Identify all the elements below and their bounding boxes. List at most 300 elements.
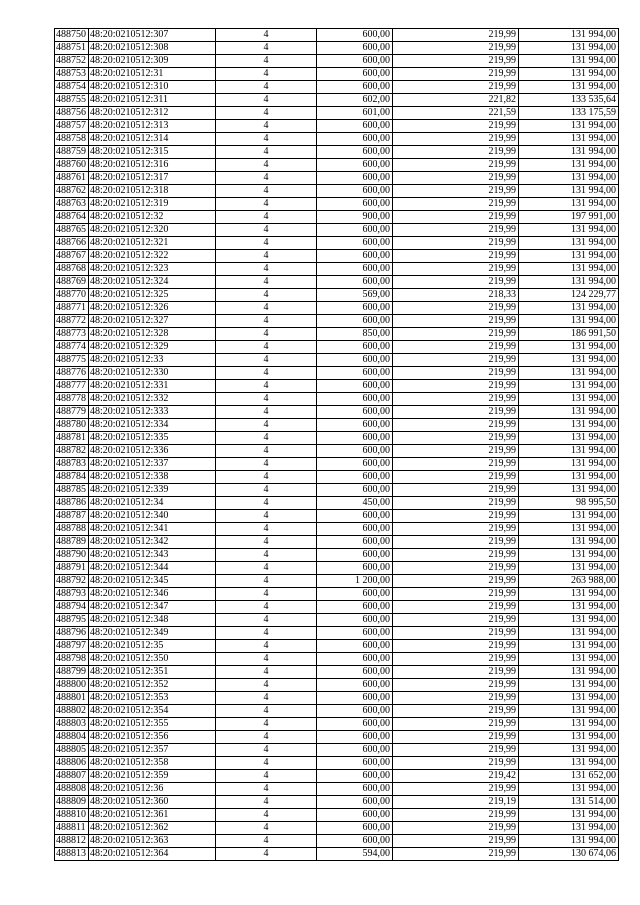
cadastral-value: 130 674,06 — [519, 848, 619, 861]
rate-value: 219,99 — [393, 250, 519, 263]
cadastral-value: 131 994,00 — [519, 562, 619, 575]
row-number: 488794 — [55, 601, 89, 614]
cadastral-number: 48:20:0210512:333 — [89, 406, 216, 419]
cadastral-number: 48:20:0210512:321 — [89, 237, 216, 250]
area-value: 850,00 — [317, 328, 393, 341]
rate-value: 219,99 — [393, 458, 519, 471]
area-value: 600,00 — [317, 42, 393, 55]
row-number: 488762 — [55, 185, 89, 198]
rate-value: 219,99 — [393, 640, 519, 653]
cadastral-number: 48:20:0210512:331 — [89, 380, 216, 393]
table-row — [55, 471, 619, 484]
row-number: 488787 — [55, 510, 89, 523]
table-row — [55, 796, 619, 809]
rate-value: 219,99 — [393, 367, 519, 380]
group-code: 4 — [216, 653, 317, 666]
group-code: 4 — [216, 692, 317, 705]
rate-value: 219,99 — [393, 237, 519, 250]
area-value: 600,00 — [317, 510, 393, 523]
table-row — [55, 835, 619, 848]
cadastral-number: 48:20:0210512:318 — [89, 185, 216, 198]
rate-value: 219,99 — [393, 120, 519, 133]
area-value: 600,00 — [317, 276, 393, 289]
area-value: 600,00 — [317, 718, 393, 731]
group-code: 4 — [216, 796, 317, 809]
group-code: 4 — [216, 718, 317, 731]
group-code: 4 — [216, 68, 317, 81]
cadastral-number: 48:20:0210512:325 — [89, 289, 216, 302]
cadastral-value: 131 994,00 — [519, 159, 619, 172]
cadastral-number: 48:20:0210512:319 — [89, 198, 216, 211]
cadastral-value: 131 994,00 — [519, 406, 619, 419]
rate-value: 219,99 — [393, 276, 519, 289]
area-value: 600,00 — [317, 536, 393, 549]
rate-value: 219,99 — [393, 419, 519, 432]
cadastral-number: 48:20:0210512:344 — [89, 562, 216, 575]
row-number: 488782 — [55, 445, 89, 458]
area-value: 600,00 — [317, 367, 393, 380]
rate-value: 219,99 — [393, 354, 519, 367]
cadastral-value: 131 994,00 — [519, 536, 619, 549]
cadastral-number: 48:20:0210512:354 — [89, 705, 216, 718]
cadastral-value: 133 175,59 — [519, 107, 619, 120]
row-number: 488803 — [55, 718, 89, 731]
cadastral-number: 48:20:0210512:359 — [89, 770, 216, 783]
row-number: 488785 — [55, 484, 89, 497]
cadastral-value: 131 994,00 — [519, 419, 619, 432]
rate-value: 219,99 — [393, 614, 519, 627]
table-row — [55, 640, 619, 653]
row-number: 488807 — [55, 770, 89, 783]
row-number: 488768 — [55, 263, 89, 276]
cadastral-value: 131 994,00 — [519, 744, 619, 757]
cadastral-number: 48:20:0210512:364 — [89, 848, 216, 861]
row-number: 488811 — [55, 822, 89, 835]
row-number: 488810 — [55, 809, 89, 822]
cadastral-number: 48:20:0210512:335 — [89, 432, 216, 445]
area-value: 600,00 — [317, 68, 393, 81]
table-row — [55, 692, 619, 705]
area-value: 600,00 — [317, 432, 393, 445]
table-row — [55, 159, 619, 172]
table-row — [55, 107, 619, 120]
cadastral-value: 131 994,00 — [519, 380, 619, 393]
rate-value: 219,99 — [393, 666, 519, 679]
group-code: 4 — [216, 107, 317, 120]
cadastral-value: 131 994,00 — [519, 679, 619, 692]
row-number: 488786 — [55, 497, 89, 510]
cadastral-number: 48:20:0210512:329 — [89, 341, 216, 354]
cadastral-number: 48:20:0210512:316 — [89, 159, 216, 172]
area-value: 1 200,00 — [317, 575, 393, 588]
table-row — [55, 497, 619, 510]
table-row — [55, 562, 619, 575]
area-value: 600,00 — [317, 302, 393, 315]
cadastral-number: 48:20:0210512:308 — [89, 42, 216, 55]
cadastral-value: 131 994,00 — [519, 198, 619, 211]
cadastral-value: 131 652,00 — [519, 770, 619, 783]
cadastral-value: 131 994,00 — [519, 133, 619, 146]
row-number: 488763 — [55, 198, 89, 211]
area-value: 594,00 — [317, 848, 393, 861]
rate-value: 219,99 — [393, 471, 519, 484]
area-value: 600,00 — [317, 185, 393, 198]
rate-value: 219,99 — [393, 445, 519, 458]
area-value: 600,00 — [317, 770, 393, 783]
table-row — [55, 445, 619, 458]
area-value: 600,00 — [317, 523, 393, 536]
table-row — [55, 367, 619, 380]
row-number: 488752 — [55, 55, 89, 68]
group-code: 4 — [216, 510, 317, 523]
group-code: 4 — [216, 757, 317, 770]
cadastral-number: 48:20:0210512:323 — [89, 263, 216, 276]
cadastral-value: 131 994,00 — [519, 484, 619, 497]
group-code: 4 — [216, 822, 317, 835]
group-code: 4 — [216, 679, 317, 692]
table-row — [55, 302, 619, 315]
row-number: 488754 — [55, 81, 89, 94]
table-row — [55, 549, 619, 562]
area-value: 600,00 — [317, 484, 393, 497]
cadastral-value: 131 994,00 — [519, 510, 619, 523]
rate-value: 219,99 — [393, 549, 519, 562]
cadastral-value: 131 994,00 — [519, 146, 619, 159]
row-number: 488796 — [55, 627, 89, 640]
group-code: 4 — [216, 614, 317, 627]
area-value: 600,00 — [317, 159, 393, 172]
cadastral-number: 48:20:0210512:362 — [89, 822, 216, 835]
area-value: 600,00 — [317, 783, 393, 796]
row-number: 488805 — [55, 744, 89, 757]
group-code: 4 — [216, 640, 317, 653]
area-value: 569,00 — [317, 289, 393, 302]
row-number: 488799 — [55, 666, 89, 679]
rate-value: 219,99 — [393, 744, 519, 757]
cadastral-number: 48:20:0210512:315 — [89, 146, 216, 159]
group-code: 4 — [216, 627, 317, 640]
table-row — [55, 653, 619, 666]
cadastral-number: 48:20:0210512:363 — [89, 835, 216, 848]
group-code: 4 — [216, 42, 317, 55]
row-number: 488757 — [55, 120, 89, 133]
rate-value: 219,99 — [393, 380, 519, 393]
table-row — [55, 211, 619, 224]
table-row — [55, 744, 619, 757]
cadastral-number: 48:20:0210512:343 — [89, 549, 216, 562]
cadastral-number: 48:20:0210512:357 — [89, 744, 216, 757]
group-code: 4 — [216, 835, 317, 848]
rate-value: 219,99 — [393, 536, 519, 549]
cadastral-number: 48:20:0210512:33 — [89, 354, 216, 367]
cadastral-number: 48:20:0210512:332 — [89, 393, 216, 406]
row-number: 488755 — [55, 94, 89, 107]
row-number: 488751 — [55, 42, 89, 55]
rate-value: 219,99 — [393, 393, 519, 406]
rate-value: 219,99 — [393, 42, 519, 55]
cadastral-value: 131 994,00 — [519, 822, 619, 835]
cadastral-number: 48:20:0210512:312 — [89, 107, 216, 120]
cadastral-number: 48:20:0210512:32 — [89, 211, 216, 224]
table-row — [55, 276, 619, 289]
cadastral-value: 131 994,00 — [519, 718, 619, 731]
group-code: 4 — [216, 484, 317, 497]
cadastral-value: 131 994,00 — [519, 471, 619, 484]
cadastral-number: 48:20:0210512:317 — [89, 172, 216, 185]
table-row — [55, 133, 619, 146]
rate-value: 219,99 — [393, 822, 519, 835]
table-row — [55, 185, 619, 198]
table-row — [55, 458, 619, 471]
area-value: 600,00 — [317, 146, 393, 159]
group-code: 4 — [216, 341, 317, 354]
group-code: 4 — [216, 601, 317, 614]
area-value: 600,00 — [317, 640, 393, 653]
row-number: 488759 — [55, 146, 89, 159]
area-value: 600,00 — [317, 588, 393, 601]
row-number: 488769 — [55, 276, 89, 289]
rate-value: 219,42 — [393, 770, 519, 783]
rate-value: 219,99 — [393, 432, 519, 445]
cadastral-value: 131 994,00 — [519, 627, 619, 640]
rate-value: 219,99 — [393, 731, 519, 744]
table-row — [55, 718, 619, 731]
table-row — [55, 705, 619, 718]
cadastral-number: 48:20:0210512:36 — [89, 783, 216, 796]
row-number: 488765 — [55, 224, 89, 237]
row-number: 488767 — [55, 250, 89, 263]
table-row — [55, 627, 619, 640]
area-value: 450,00 — [317, 497, 393, 510]
rate-value: 218,33 — [393, 289, 519, 302]
row-number: 488809 — [55, 796, 89, 809]
cadastral-number: 48:20:0210512:352 — [89, 679, 216, 692]
row-number: 488778 — [55, 393, 89, 406]
area-value: 900,00 — [317, 211, 393, 224]
cadastral-value: 131 994,00 — [519, 731, 619, 744]
cadastral-value: 186 991,50 — [519, 328, 619, 341]
table-row — [55, 419, 619, 432]
cadastral-value: 131 994,00 — [519, 354, 619, 367]
group-code: 4 — [216, 497, 317, 510]
row-number: 488792 — [55, 575, 89, 588]
group-code: 4 — [216, 94, 317, 107]
row-number: 488766 — [55, 237, 89, 250]
row-number: 488770 — [55, 289, 89, 302]
area-value: 600,00 — [317, 198, 393, 211]
table-row — [55, 757, 619, 770]
cadastral-value: 98 995,50 — [519, 497, 619, 510]
table-row — [55, 120, 619, 133]
area-value: 600,00 — [317, 29, 393, 42]
table-body — [55, 29, 619, 861]
cadastral-number: 48:20:0210512:338 — [89, 471, 216, 484]
cadastral-value: 124 229,77 — [519, 289, 619, 302]
table-row — [55, 328, 619, 341]
group-code: 4 — [216, 159, 317, 172]
group-code: 4 — [216, 848, 317, 861]
cadastral-number: 48:20:0210512:346 — [89, 588, 216, 601]
area-value: 600,00 — [317, 445, 393, 458]
table-row — [55, 68, 619, 81]
table-row — [55, 250, 619, 263]
group-code: 4 — [216, 783, 317, 796]
area-value: 600,00 — [317, 471, 393, 484]
cadastral-number: 48:20:0210512:351 — [89, 666, 216, 679]
cadastral-number: 48:20:0210512:340 — [89, 510, 216, 523]
rate-value: 219,99 — [393, 211, 519, 224]
cadastral-number: 48:20:0210512:307 — [89, 29, 216, 42]
row-number: 488777 — [55, 380, 89, 393]
group-code: 4 — [216, 289, 317, 302]
cadastral-number: 48:20:0210512:330 — [89, 367, 216, 380]
group-code: 4 — [216, 705, 317, 718]
group-code: 4 — [216, 536, 317, 549]
group-code: 4 — [216, 666, 317, 679]
cadastral-number: 48:20:0210512:35 — [89, 640, 216, 653]
area-value: 602,00 — [317, 94, 393, 107]
area-value: 600,00 — [317, 315, 393, 328]
group-code: 4 — [216, 770, 317, 783]
table-row — [55, 809, 619, 822]
rate-value: 221,82 — [393, 94, 519, 107]
cadastral-value: 131 994,00 — [519, 302, 619, 315]
table-row — [55, 406, 619, 419]
rate-value: 219,99 — [393, 81, 519, 94]
area-value: 600,00 — [317, 55, 393, 68]
table-row — [55, 198, 619, 211]
row-number: 488795 — [55, 614, 89, 627]
cadastral-number: 48:20:0210512:356 — [89, 731, 216, 744]
area-value: 600,00 — [317, 81, 393, 94]
rate-value: 219,99 — [393, 692, 519, 705]
cadastral-value: 131 994,00 — [519, 445, 619, 458]
cadastral-value: 131 994,00 — [519, 783, 619, 796]
group-code: 4 — [216, 419, 317, 432]
cadastral-number: 48:20:0210512:355 — [89, 718, 216, 731]
table-row — [55, 354, 619, 367]
row-number: 488801 — [55, 692, 89, 705]
rate-value: 219,99 — [393, 588, 519, 601]
area-value: 600,00 — [317, 705, 393, 718]
cadastral-number: 48:20:0210512:360 — [89, 796, 216, 809]
cadastral-number: 48:20:0210512:313 — [89, 120, 216, 133]
area-value: 600,00 — [317, 562, 393, 575]
table-row — [55, 822, 619, 835]
rate-value: 219,99 — [393, 198, 519, 211]
rate-value: 219,99 — [393, 705, 519, 718]
row-number: 488813 — [55, 848, 89, 861]
table-row — [55, 783, 619, 796]
group-code: 4 — [216, 406, 317, 419]
group-code: 4 — [216, 237, 317, 250]
cadastral-value: 131 994,00 — [519, 55, 619, 68]
row-number: 488781 — [55, 432, 89, 445]
cadastral-value: 131 994,00 — [519, 432, 619, 445]
cadastral-value: 133 535,64 — [519, 94, 619, 107]
table-row — [55, 393, 619, 406]
cadastral-value: 131 994,00 — [519, 42, 619, 55]
row-number: 488791 — [55, 562, 89, 575]
group-code: 4 — [216, 549, 317, 562]
area-value: 600,00 — [317, 614, 393, 627]
cadastral-number: 48:20:0210512:342 — [89, 536, 216, 549]
rate-value: 219,99 — [393, 848, 519, 861]
table-row — [55, 523, 619, 536]
area-value: 600,00 — [317, 692, 393, 705]
rate-value: 219,99 — [393, 328, 519, 341]
group-code: 4 — [216, 81, 317, 94]
rate-value: 219,99 — [393, 627, 519, 640]
table-row — [55, 601, 619, 614]
cadastral-value: 131 994,00 — [519, 341, 619, 354]
rate-value: 219,99 — [393, 783, 519, 796]
rate-value: 219,99 — [393, 718, 519, 731]
row-number: 488750 — [55, 29, 89, 42]
rate-value: 219,99 — [393, 263, 519, 276]
rate-value: 219,99 — [393, 146, 519, 159]
group-code: 4 — [216, 133, 317, 146]
group-code: 4 — [216, 588, 317, 601]
table-row — [55, 172, 619, 185]
area-value: 600,00 — [317, 393, 393, 406]
rate-value: 219,99 — [393, 523, 519, 536]
area-value: 600,00 — [317, 822, 393, 835]
row-number: 488761 — [55, 172, 89, 185]
cadastral-number: 48:20:0210512:345 — [89, 575, 216, 588]
group-code: 4 — [216, 731, 317, 744]
cadastral-number: 48:20:0210512:337 — [89, 458, 216, 471]
cadastral-value: 131 994,00 — [519, 120, 619, 133]
rate-value: 219,99 — [393, 497, 519, 510]
cadastral-number: 48:20:0210512:339 — [89, 484, 216, 497]
area-value: 600,00 — [317, 263, 393, 276]
area-value: 600,00 — [317, 601, 393, 614]
group-code: 4 — [216, 393, 317, 406]
area-value: 600,00 — [317, 679, 393, 692]
cadastral-number: 48:20:0210512:34 — [89, 497, 216, 510]
rate-value: 219,99 — [393, 159, 519, 172]
area-value: 600,00 — [317, 237, 393, 250]
cadastral-number: 48:20:0210512:347 — [89, 601, 216, 614]
group-code: 4 — [216, 172, 317, 185]
row-number: 488790 — [55, 549, 89, 562]
rate-value: 221,59 — [393, 107, 519, 120]
cadastral-value: 131 994,00 — [519, 640, 619, 653]
cadastral-number: 48:20:0210512:322 — [89, 250, 216, 263]
row-number: 488784 — [55, 471, 89, 484]
cadastral-number: 48:20:0210512:361 — [89, 809, 216, 822]
cadastral-number: 48:20:0210512:341 — [89, 523, 216, 536]
cadastral-number: 48:20:0210512:310 — [89, 81, 216, 94]
cadastral-value: 131 994,00 — [519, 250, 619, 263]
table-row — [55, 575, 619, 588]
group-code: 4 — [216, 809, 317, 822]
cadastral-value: 131 994,00 — [519, 81, 619, 94]
group-code: 4 — [216, 146, 317, 159]
group-code: 4 — [216, 185, 317, 198]
rate-value: 219,99 — [393, 341, 519, 354]
cadastral-value: 263 988,00 — [519, 575, 619, 588]
group-code: 4 — [216, 198, 317, 211]
cadastral-number: 48:20:0210512:353 — [89, 692, 216, 705]
cadastral-value: 131 994,00 — [519, 315, 619, 328]
table-row — [55, 614, 619, 627]
rate-value: 219,99 — [393, 172, 519, 185]
area-value: 600,00 — [317, 744, 393, 757]
table-row — [55, 432, 619, 445]
row-number: 488800 — [55, 679, 89, 692]
